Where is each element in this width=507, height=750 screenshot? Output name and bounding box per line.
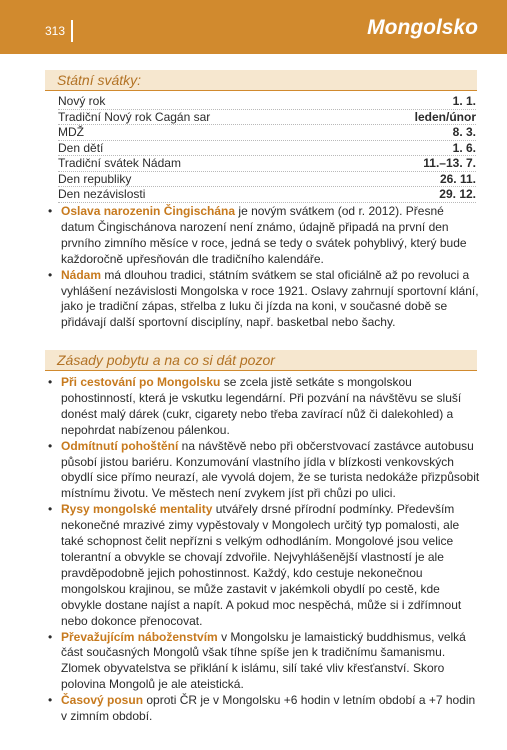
item-text: v Mongolsku je lamaistický buddhismus, velká část současných Mongolů však tíhne spíše jen k tradičnímu šamanismu. Zlomek obyvatelstva se přiklání k islámu, silí také vliv křesťanství. Skoro polovina Mongolů je ale ateistická. <box>61 629 466 692</box>
list-item <box>48 502 480 629</box>
page-number: 313 <box>45 24 66 38</box>
holiday-name: Den dětí <box>58 140 104 155</box>
keyword: Oslava narozenin Čingischána <box>61 204 236 218</box>
holiday-name: Den republiky <box>58 171 132 186</box>
list-item <box>48 693 480 725</box>
page-header <box>0 0 507 54</box>
holiday-date: leden/únor <box>414 109 476 124</box>
item-text: je novým svátkem (od r. 2012). Přesné datum Čingischánova narození není známo, údajně připadá na první den prvního zimního měsíce v roce, jedná se tedy o svátek pohyblivý, který bude každoročně upřesňován dle tradičního kalendáře. <box>61 204 467 266</box>
holiday-row <box>58 172 476 188</box>
header-divider <box>71 20 73 42</box>
item-text: se zcela jistě setkáte s mongolskou pohostinností, která je vskutku legendární. Při pozvání na návštěvu se sluší donést malý dárek (cukr, cigarety nebo třeba zavírací nůž či dalekohled) a nepohrdat nabízenou pálenkou. <box>61 375 462 437</box>
holiday-date: 1. 1. <box>452 94 476 108</box>
list-item <box>48 204 480 268</box>
section-title: Státní svátky: <box>57 72 142 88</box>
item-text: utvářely drsné přírodní podmínky. Především nekonečné mrazivé zimy vypěstovaly v Mongolech určitý typ pomalosti, ale také schopnost čelit nepřízni s velkým odhodláním. Mongolové jsou velice tolerantní a obvykle se chovají zdvořile. Nejvyhlášenější vlastností je ale pravděpodobně jejich pohostinnost. Každý, kdo cestuje nekonečnou mongolskou krajinou, se může zastavit v jakémkoli obydlí po cestě, kde obvykle dostane najíst a napít. A pokud moc nespěchá, může si i zdřímnout nebo dokonce přenocovat. <box>61 502 462 628</box>
page-title: Mongolsko <box>367 16 478 39</box>
keyword: Rysy mongolské mentality <box>61 502 213 517</box>
keyword: Časový posun <box>61 693 144 708</box>
item-text: na návštěvě nebo při občerstvovací zastávce autobusu působí jistou bariéru. Konzumování vlastního jídla v blízkosti venkovských obydlí sice přímo neurazí, ale vyvolá dojem, že se turista nedokáže přizpůsobit místnímu životu. Ve městech není zvykem jíst při chůzi po ulici. <box>61 438 480 501</box>
holiday-row <box>58 125 476 141</box>
list-item <box>48 268 480 332</box>
section-heading-holidays <box>45 70 477 91</box>
holiday-table <box>58 94 476 203</box>
holiday-name: MDŽ <box>58 125 84 139</box>
holiday-date: 26. 11. <box>439 171 476 186</box>
keyword: Odmítnutí pohoštění <box>61 438 179 453</box>
holiday-date: 1. 6. <box>452 140 476 155</box>
holiday-row <box>58 187 476 203</box>
holiday-name: Tradiční Nový rok Cagán sar <box>58 109 211 124</box>
holiday-notes-list <box>48 204 480 331</box>
keyword: Při cestování po Mongolsku <box>61 375 221 389</box>
item-text: oproti ČR je v Mongolsku +6 hodin v letním období a +7 hodin v zimním období. <box>61 693 476 724</box>
holiday-date: 29. 12. <box>439 187 476 201</box>
holiday-row <box>58 141 476 157</box>
list-item <box>48 439 480 503</box>
holiday-name: Tradiční svátek Nádam <box>58 156 181 170</box>
list-item <box>48 375 480 439</box>
section-title: Zásady pobytu a na co si dát pozor <box>57 352 275 368</box>
section-heading-rules <box>45 350 477 371</box>
keyword: Převažujícím náboženstvím <box>61 629 218 644</box>
rules-list <box>48 375 480 725</box>
holiday-date: 8. 3. <box>452 125 476 139</box>
holiday-name: Nový rok <box>58 94 106 108</box>
list-item <box>48 630 480 694</box>
item-text: má dlouhou tradici, státním svátkem se stal oficiálně až po revoluci a vyhlášení nezávislosti Mongolska v roce 1921. Oslavy zahrnují sportovní klání, jako je tradiční zápas, střelba z luku či jízda na koni, v současné době se přidávají další sportovní disciplíny, např. basketbal nebo šachy. <box>61 267 479 330</box>
holiday-row <box>58 156 476 172</box>
keyword: Nádam <box>61 267 102 282</box>
holiday-row <box>58 94 476 110</box>
holiday-date: 11.–13. 7. <box>423 156 476 170</box>
holiday-name: Den nezávislosti <box>58 187 146 201</box>
holiday-row <box>58 110 476 126</box>
